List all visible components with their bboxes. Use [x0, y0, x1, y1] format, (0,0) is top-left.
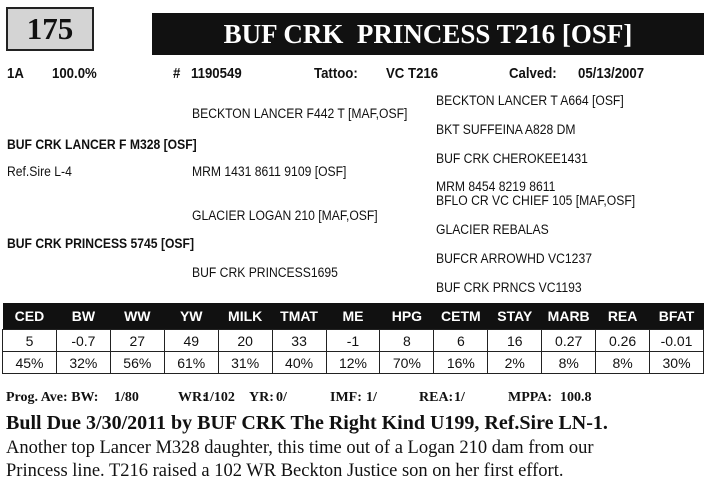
animal-name: BUF CRK PRINCESS T216 [OSF]	[223, 18, 633, 49]
mppa-label: MPPA:	[508, 390, 553, 405]
imf-label: IMF:	[330, 390, 362, 405]
breed-code: 1A	[7, 65, 24, 82]
epd-value: 27	[110, 330, 164, 352]
epd-percentile: 30%	[650, 352, 704, 374]
epd-table	[2, 303, 704, 374]
yr-label: YR:	[249, 390, 274, 405]
registration-label: #	[173, 65, 181, 82]
epd-header: CED	[3, 303, 57, 330]
epd-value: 33	[272, 330, 326, 352]
epd-percentile: 56%	[110, 352, 164, 374]
epd-header-row	[3, 303, 704, 330]
epd-percentile: 8%	[542, 352, 596, 374]
wr-value: 1/102	[203, 390, 235, 405]
registration-number: 1190549	[191, 65, 242, 82]
calved-date: 05/13/2007	[578, 65, 645, 82]
epd-percentile: 8%	[596, 352, 650, 374]
epd-header: MARB	[542, 303, 596, 330]
epd-header: ME	[326, 303, 380, 330]
dam-sire-sire: BFLO CR VC CHIEF 105 [MAF,OSF]	[436, 193, 636, 208]
sire-sire-dam: BKT SUFFEINA A828 DM	[436, 122, 576, 137]
epd-percentile: 31%	[218, 352, 272, 374]
description-line-1: Another top Lancer M328 daughter, this time out of a Logan 210 dam from our	[6, 438, 594, 458]
mppa-value: 100.8	[560, 390, 592, 405]
epd-percentile: 32%	[56, 352, 110, 374]
sire-dam: MRM 1431 8611 9109 [OSF]	[192, 164, 347, 179]
animal-name-title	[152, 13, 704, 55]
epd-value: 20	[218, 330, 272, 352]
sire: BUF CRK LANCER F M328 [OSF]	[7, 137, 197, 152]
epd-header: BW	[56, 303, 110, 330]
description-line-2: Princess line. T216 raised a 102 WR Beckton Justice son on her first effort.	[6, 461, 564, 481]
tattoo-value: VC T216	[386, 65, 439, 82]
epd-percentile: 12%	[326, 352, 380, 374]
dam-sire: GLACIER LOGAN 210 [MAF,OSF]	[192, 208, 378, 223]
epd-percentile-row	[3, 352, 704, 374]
epd-value: 0.26	[596, 330, 650, 352]
epd-header: CETM	[434, 303, 488, 330]
service-headline: Bull Due 3/30/2011 by BUF CRK The Right Kind U199, Ref.Sire LN-1.	[6, 412, 608, 434]
epd-percentile: 40%	[272, 352, 326, 374]
prog-ave-label: Prog. Ave: BW:	[6, 390, 99, 405]
epd-value: 16	[488, 330, 542, 352]
wr-label: WR:	[178, 390, 207, 405]
epd-percentile: 2%	[488, 352, 542, 374]
sire-sire-sire: BECKTON LANCER T A664 [OSF]	[436, 93, 624, 108]
sire-dam-dam: MRM 8454 8219 8611	[436, 179, 556, 194]
epd-value: -0.7	[56, 330, 110, 352]
epd-header: HPG	[380, 303, 434, 330]
dam-dam-dam: BUF CRK PRNCS VC1193	[436, 280, 582, 295]
tattoo-label: Tattoo:	[314, 65, 358, 82]
ref-sire: Ref.Sire L-4	[7, 164, 72, 179]
epd-value: 5	[3, 330, 57, 352]
epd-percentile: 16%	[434, 352, 488, 374]
dam-dam: BUF CRK PRINCESS1695	[192, 265, 338, 280]
epd-value: 0.27	[542, 330, 596, 352]
dam-sire-dam: GLACIER REBALAS	[436, 222, 549, 237]
prog-bw-value: 1/80	[114, 390, 139, 405]
epd-header: MILK	[218, 303, 272, 330]
epd-value: -1	[326, 330, 380, 352]
dam: BUF CRK PRINCESS 5745 [OSF]	[7, 236, 195, 251]
epd-value: 49	[164, 330, 218, 352]
epd-header: WW	[110, 303, 164, 330]
epd-value: 8	[380, 330, 434, 352]
imf-value: 1/	[366, 390, 377, 405]
epd-percentile: 70%	[380, 352, 434, 374]
epd-header: REA	[596, 303, 650, 330]
dam-dam-sire: BUFCR ARROWHD VC1237	[436, 251, 592, 266]
epd-header: TMAT	[272, 303, 326, 330]
yr-value: 0/	[276, 390, 287, 405]
epd-percentile: 61%	[164, 352, 218, 374]
rea-label: REA:	[419, 390, 454, 405]
lot-number: 175	[6, 7, 94, 51]
epd-value: 6	[434, 330, 488, 352]
epd-percentile: 45%	[3, 352, 57, 374]
calved-label: Calved:	[509, 65, 557, 82]
rea-value: 1/	[454, 390, 465, 405]
epd-header: STAY	[488, 303, 542, 330]
sire-sire: BECKTON LANCER F442 T [MAF,OSF]	[192, 106, 408, 121]
epd-value-row	[3, 330, 704, 352]
sire-dam-sire: BUF CRK CHEROKEE1431	[436, 151, 588, 166]
epd-header: BFAT	[650, 303, 704, 330]
epd-value: -0.01	[650, 330, 704, 352]
breed-percent: 100.0%	[52, 65, 97, 82]
epd-header: YW	[164, 303, 218, 330]
